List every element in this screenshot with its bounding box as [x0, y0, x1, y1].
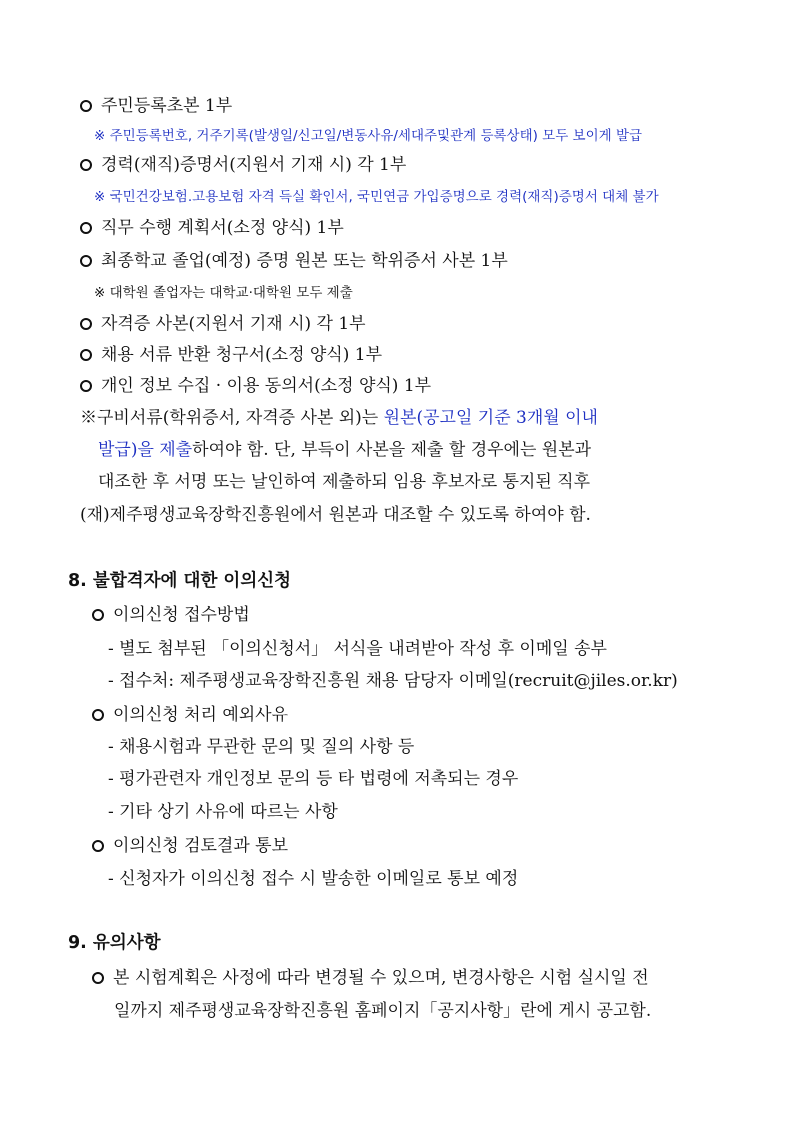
circle-bullet-icon	[80, 100, 92, 112]
appeal-exception-item-2: - 평가관련자 개인정보 문의 등 타 법령에 저촉되는 경우	[108, 769, 519, 789]
appeal-exception-item-3: - 기타 상기 사유에 따르는 사항	[108, 802, 338, 822]
circle-bullet-icon	[80, 349, 92, 361]
doc-item-career-certificate: 경력(재직)증명서(지원서 기재 시) 각 1부	[80, 153, 406, 177]
note-graduate-school: ※ 대학원 졸업자는 대학교·대학원 모두 제출	[94, 285, 353, 301]
doc-item-license-copy: 자격증 사본(지원서 기재 시) 각 1부	[80, 312, 366, 336]
appeal-exception-item-1: - 채용시험과 무관한 문의 및 질의 사항 등	[108, 737, 415, 757]
circle-bullet-icon	[92, 709, 104, 721]
circle-bullet-icon	[92, 972, 104, 984]
doc-item-return-request: 채용 서류 반환 청구서(소정 양식) 1부	[80, 343, 382, 367]
note-career-replacement: ※ 국민건강보험.고용보험 자격 득실 확인서, 국민연금 가입증명으로 경력(재직)증명서 대체 불가	[94, 189, 659, 205]
section-9-title: 9. 유의사항	[68, 933, 161, 953]
circle-bullet-icon	[92, 840, 104, 852]
remark-line-1: ※구비서류(학위증서, 자격증 사본 외)는 원본(공고일 기준 3개월 이내	[80, 408, 598, 428]
remark-line-2: 발급)을 제출하여야 함. 단, 부득이 사본을 제출 할 경우에는 원본과	[98, 440, 592, 460]
appeal-result-title: 이의신청 검토결과 통보	[92, 834, 288, 858]
section-8-title: 8. 불합격자에 대한 이의신청	[68, 571, 292, 591]
circle-bullet-icon	[80, 255, 92, 267]
appeal-method-item-2: - 접수처: 제주평생교육장학진흥원 채용 담당자 이메일(recruit@jiles.or.kr)	[108, 671, 678, 691]
appeal-method-item-1: - 별도 첨부된 「이의신청서」 서식을 내려받아 작성 후 이메일 송부	[108, 639, 607, 659]
circle-bullet-icon	[80, 318, 92, 330]
circle-bullet-icon	[92, 609, 104, 621]
doc-item-privacy-consent: 개인 정보 수집 · 이용 동의서(소정 양식) 1부	[80, 374, 431, 398]
circle-bullet-icon	[80, 380, 92, 392]
remark-highlight-submit: 발급)을 제출	[98, 440, 193, 460]
note-resident-number: ※ 주민등록번호, 거주기록(발생일/신고일/변동사유/세대주및관계 등록상태) 모두 보이게 발급	[94, 128, 643, 144]
appeal-exception-title: 이의신청 처리 예외사유	[92, 703, 288, 727]
appeal-method-title: 이의신청 접수방법	[92, 603, 250, 627]
notice-line-2: 일까지 제주평생교육장학진흥원 홈페이지「공지사항」란에 게시 공고함.	[114, 1001, 652, 1021]
doc-item-graduation-certificate: 최종학교 졸업(예정) 증명 원본 또는 학위증서 사본 1부	[80, 249, 508, 273]
remark-line-4: (재)제주평생교육장학진흥원에서 원본과 대조할 수 있도록 하여야 함.	[80, 505, 591, 525]
remark-line-3: 대조한 후 서명 또는 날인하여 제출하되 임용 후보자로 통지된 직후	[98, 472, 591, 492]
doc-item-resident-abstract: 주민등록초본 1부	[80, 94, 232, 118]
circle-bullet-icon	[80, 159, 92, 171]
circle-bullet-icon	[80, 222, 92, 234]
remark-highlight-original: 원본(공고일 기준 3개월 이내	[383, 408, 598, 428]
appeal-result-item-1: - 신청자가 이의신청 접수 시 발송한 이메일로 통보 예정	[108, 869, 519, 889]
doc-item-work-plan: 직무 수행 계획서(소정 양식) 1부	[80, 216, 344, 240]
notice-line-1: 본 시험계획은 사정에 따라 변경될 수 있으며, 변경사항은 시험 실시일 전	[92, 966, 649, 990]
